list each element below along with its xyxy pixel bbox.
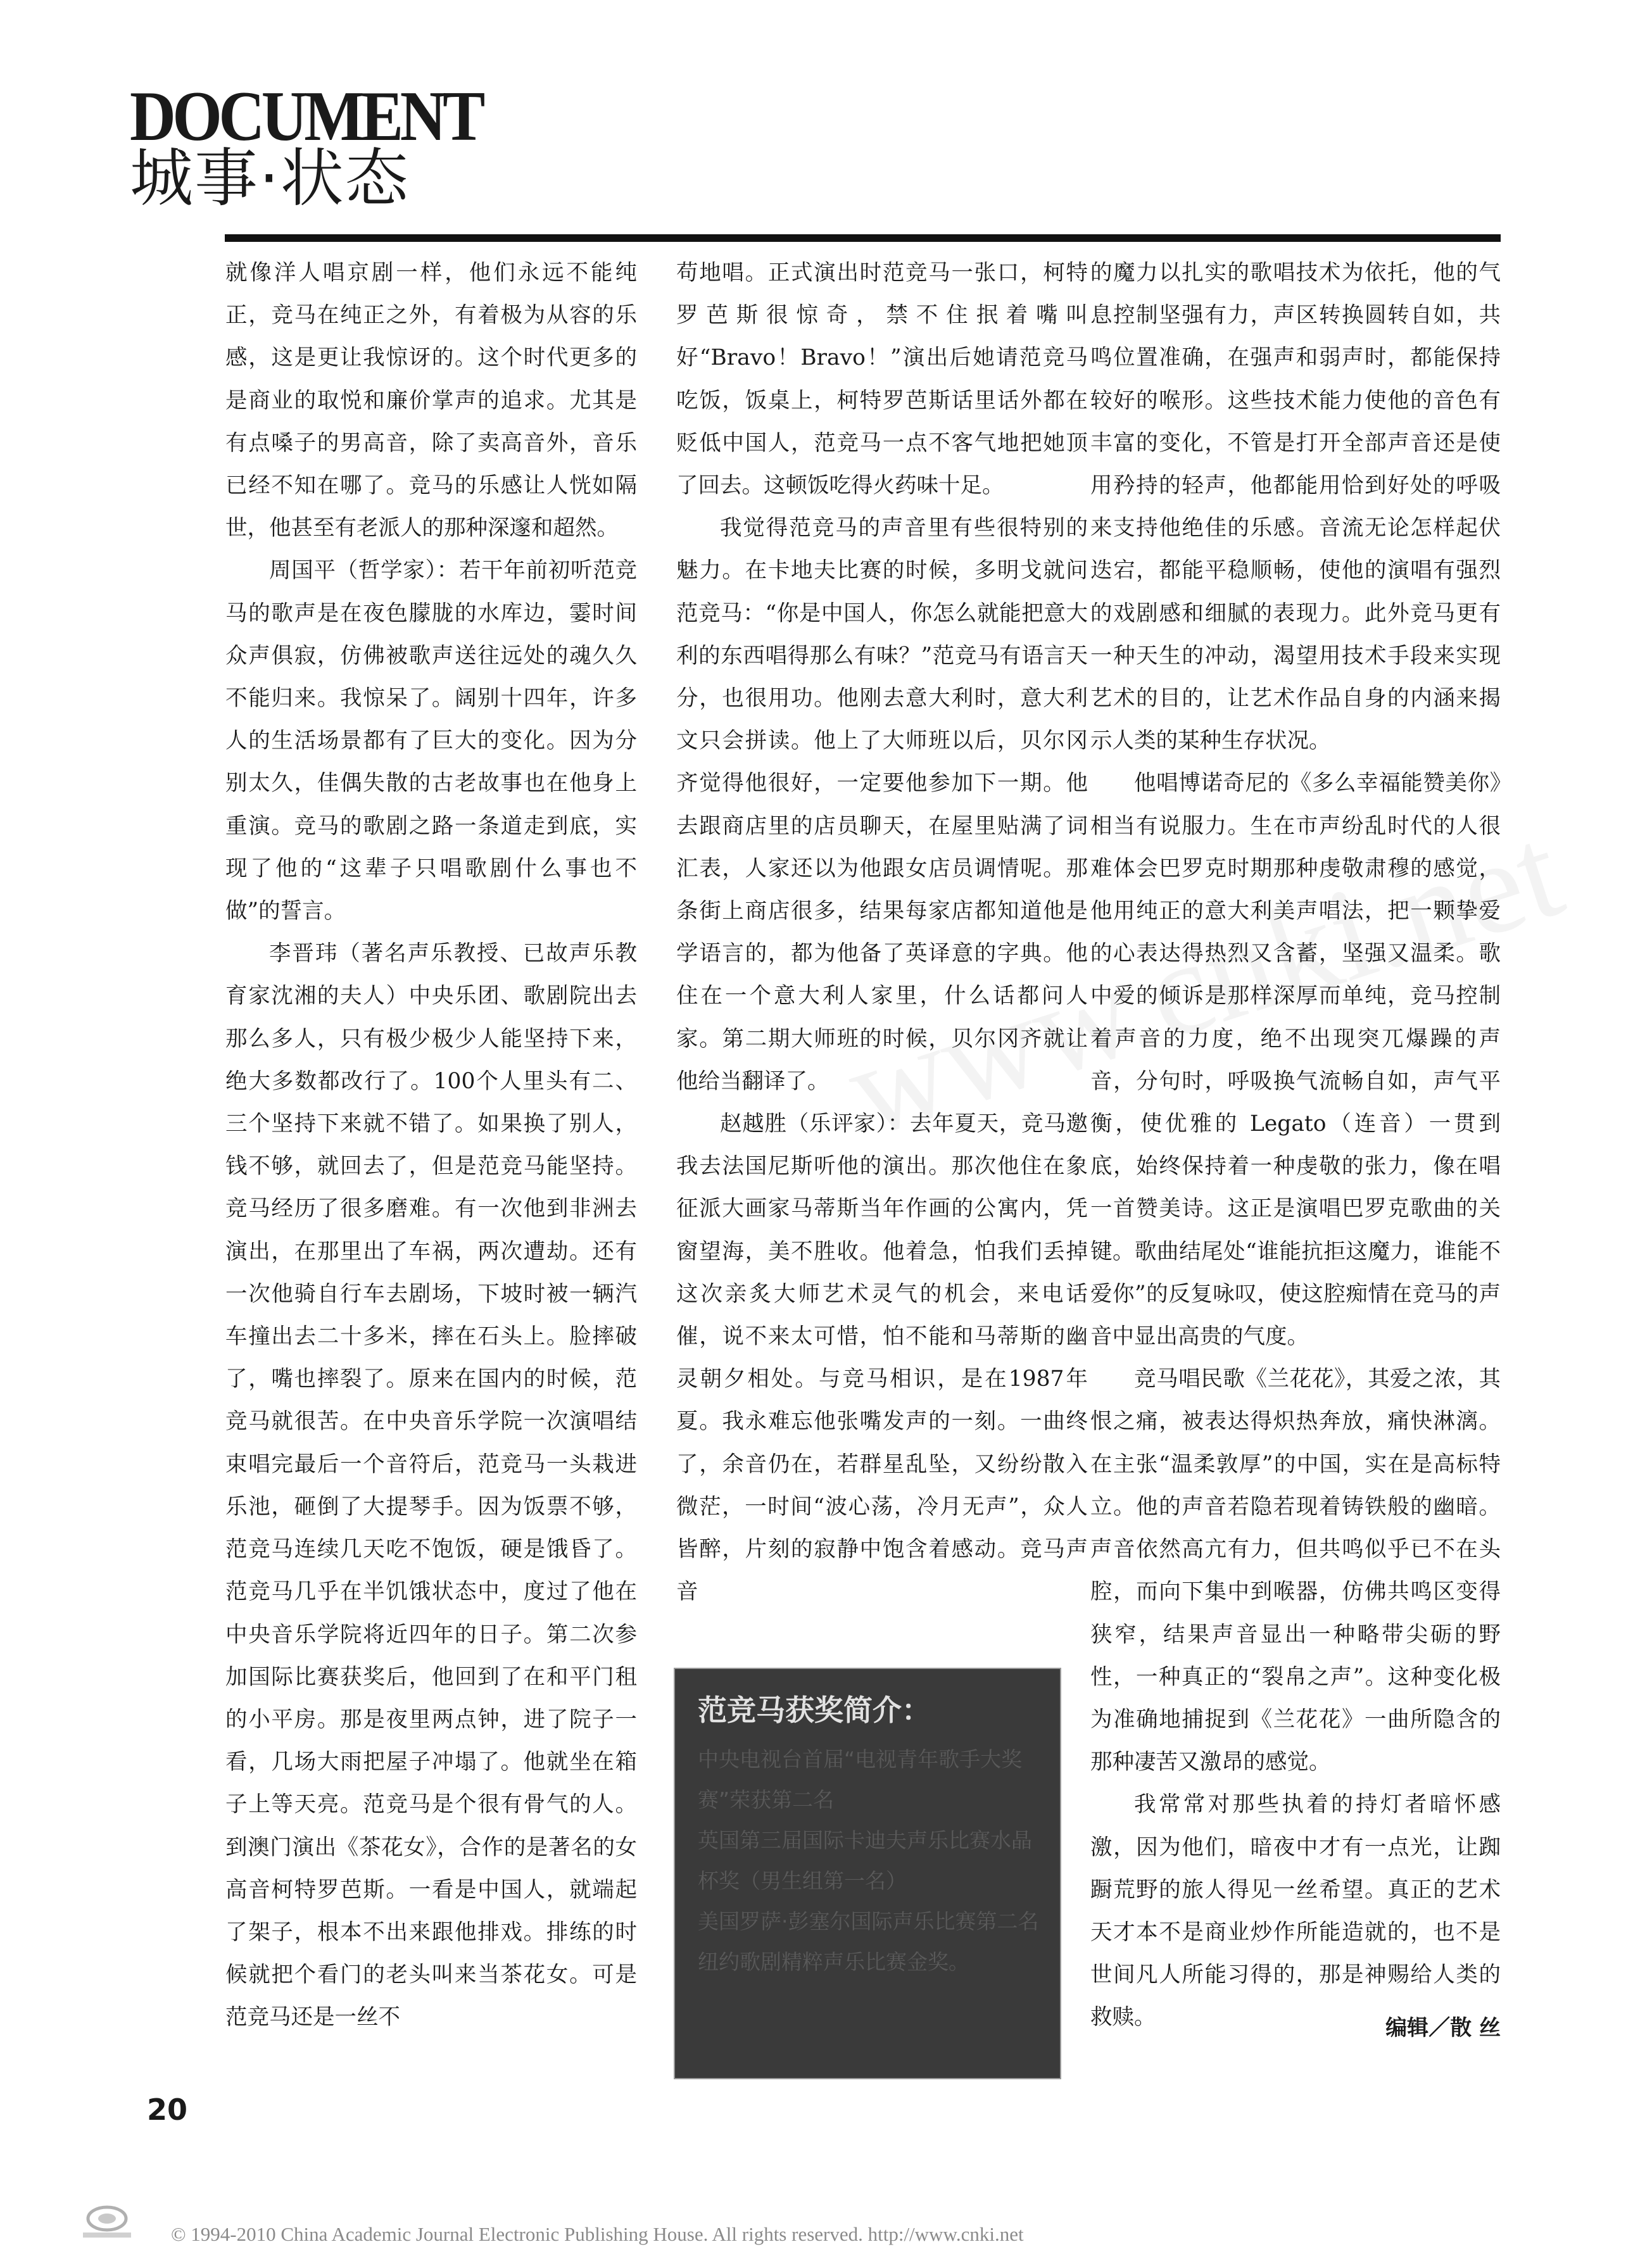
editor-credit: 编辑／散 丝 [1385,2015,1501,2041]
paragraph: 苟地唱。正式演出时范竞马一张口，柯特罗芭斯很惊奇，禁不住抿着嘴叫好“Bravo！Bravo！”演出后她请范竞马吃饭，饭桌上，柯特罗芭斯话里话外都在贬低中国人，范竞马一点不客气地把她顶了回去。这顿饭吃得火药味十足。 [676,260,1088,499]
article-column-1 [225,252,637,2039]
section-title-english: DOCUMENT [130,77,482,156]
paragraph: 李晋玮（著名声乐教授、已故声乐教育家沈湘的夫人）中央乐团、歌剧院出去那么多人，只有极少极少人能坚持下来，绝大多数都改行了。100个人里头有二、三个坚持下来就不错了。如果换了别人，钱不够，就回去了，但是范竞马能坚持。竞马经历了很多磨难。有一次他到非洲去演出，在那里出了车祸，两次遭劫。还有一次他骑自行车去剧场，下坡时被一辆汽车撞出去二十多米，摔在石头上。脸摔破了，嘴也摔裂了。原来在国内的时候，范竞马就很苦。在中央音乐学院一次演唱结束唱完最后一个音符后，范竞马一头栽进乐池，砸倒了大提琴手。因为饭票不够，范竞马连续几天吃不饱饭，硬是饿昏了。范竞马几乎在半饥饿状态中，度过了他在中央音乐学院将近四年的日子。第二次参加国际比赛获奖后，他回到了在和平门租的小平房。那是夜里两点钟，进了院子一看，几场大雨把屋子冲塌了。他就坐在箱子上等天亮。范竞马是个很有骨气的人。到澳门演出《茶花女》，合作的是著名的女高音柯特罗芭斯。一看是中国人，就端起了架子，根本不出来跟他排戏。排练的时候就把个看门的老头叫来当茶花女。可是范竞马还是一丝不 [225,941,637,2031]
award-item: 纽约歌剧精粹声乐比赛金奖。 [698,1949,969,1975]
paragraph: 赵越胜（乐评家）：去年夏天，竞马邀我去法国尼斯听他的演出。那次他住在象征派大画家马蒂斯当年作画的公寓内，凭窗望海，美不胜收。他着急，怕我们丢掉这次亲炙大师艺术灵气的机会，来电话催，说不来太可惜，怕不能和马蒂斯的幽灵朝夕相处。与竞马相识，是在1987年夏。我永难忘他张嘴发声的一刻。一曲终了，余音仍在，若群星乱坠，又纷纷散入微茫，一时间“波心荡，冷月无声”，众人皆醉，片刻的寂静中饱含着感动。竞马声音 [676,1111,1088,1605]
paragraph: 竞马唱民歌《兰花花》，其爱之浓，其恨之痛，被表达得炽热奔放，痛快淋漓。在主张“温柔敦厚”的中国，实在是高标特立。他的声音若隐若现着铸铁般的幽暗。声音依然高亢有力，但共鸣似乎已不在头腔，而向下集中到喉器，仿佛共鸣区变得狭窄，结果声音显出一种略带尖砺的野性，一种真正的“裂帛之声”。这种变化极为准确地捕捉到《兰花花》一曲所隐含的那种凄苦又激昂的感觉。 [1090,1366,1501,1775]
paragraph: 周国平（哲学家）：若干年前初听范竞马的歌声是在夜色朦胧的水库边，霎时间众声俱寂，仿佛被歌声送往远处的魂久久不能归来。我惊呆了。阔别十四年，许多人的生活场景都有了巨大的变化。因为分别太久，佳偶失散的古老故事也在他身上重演。竞马的歌剧之路一条道走到底，实现了他的“这辈子只唱歌剧什么事也不做”的誓言。 [225,558,637,924]
paragraph: 的魔力以扎实的歌唱技术为依托，他的气息控制坚强有力，声区转换圆转自如，共鸣位置准确，在强声和弱声时，都能保持较好的喉形。这些技术能力使他的音色有丰富的变化，不管是打开全部声音还是使用矜持的轻声，他都能用恰到好处的呼吸来支持他绝佳的乐感。音流无论怎样起伏迭宕，都能平稳顺畅，使他的演唱有强烈的戏剧感和细腻的表现力。此外竞马更有一种天生的冲动，渴望用技术手段来实现艺术的目的，让艺术作品自身的内涵来揭示人类的某种生存状况。 [1090,260,1501,754]
award-item: 英国第三届国际卡迪夫声乐比赛水晶杯奖（男生组第一名） [698,1828,1032,1894]
page-number: 20 [147,2093,188,2127]
paragraph: 我觉得范竞马的声音里有些很特别的魅力。在卡地夫比赛的时候，多明戈就问范竞马：“你是中国人，你怎么就能把意大利的东西唱得那么有味？”范竞马有语言天分，也很用功。他刚去意大利时，意大利文只会拼读。他上了大师班以后，贝尔冈齐觉得他很好，一定要他参加下一期。他去跟商店里的店员聊天，在屋里贴满了词汇表，人家还以为他跟女店员调情呢。那条街上商店很多，结果每家店都知道他是学语言的，都为他备了英译意的字典。他住在一个意大利人家里，什么话都问人家。第二期大师班的时候，贝尔冈齐就让他给当翻译了。 [676,515,1088,1094]
copyright-footer: © 1994-2010 China Academic Journal Electronic Publishing House. All rights reserved. http://www.cnki.net [171,2223,1024,2245]
section-title-chinese: 城事·状态 [130,141,410,215]
award-item: 中央电视台首届“电视青年歌手大奖赛”荣获第二名 [698,1747,1023,1813]
cnki-logo-icon [79,2202,135,2240]
paragraph: 我常常对那些执着的持灯者暗怀感激，因为他们，暗夜中才有一点光，让踟蹰荒野的旅人得见一丝希望。真正的艺术天才本不是商业炒作所能造就的，也不是世间凡人所能习得的，那是神赐给人类的救赎。 [1090,1792,1501,2031]
article-column-2 [676,252,1088,1614]
awards-box [674,1668,1061,2079]
header-rule [225,234,1501,242]
article-column-3 [1090,252,1501,2039]
paragraph: 他唱博诺奇尼的《多么幸福能赞美你》相当有说服力。生在市声纷乱时代的人很难体会巴罗克时期那种虔敬肃穆的感觉，他用纯正的意大利美声唱法，把一颗挚爱的心表达得热烈又含蓄，坚强又温柔。歌中爱的倾诉是那样深厚而单纯，竞马控制着声音的力度，绝不出现突兀爆躁的声音，分句时，呼吸换气流畅自如，声气平衡，使优雅的 Legato（连音）一贯到底，始终保持着一种虔敬的张力，像在唱一首赞美诗。这正是演唱巴罗克歌曲的关键。歌曲结尾处“谁能抗拒这魔力，谁能不爱你”的反复咏叹，使这腔痴情在竞马的声音中显出高贵的气度。 [1090,771,1501,1350]
paragraph: 就像洋人唱京剧一样，他们永远不能纯正，竞马在纯正之外，有着极为从容的乐感，这是更让我惊讶的。这个时代更多的是商业的取悦和廉价掌声的追求。尤其是有点嗓子的男高音，除了卖高音外，音乐已经不知在哪了。竞马的乐感让人恍如隔世，他甚至有老派人的那种深邃和超然。 [225,260,637,541]
award-item: 美国罗萨·彭塞尔国际声乐比赛第二名 [698,1909,1039,1934]
awards-title: 范竞马获奖简介： [698,1693,931,1727]
